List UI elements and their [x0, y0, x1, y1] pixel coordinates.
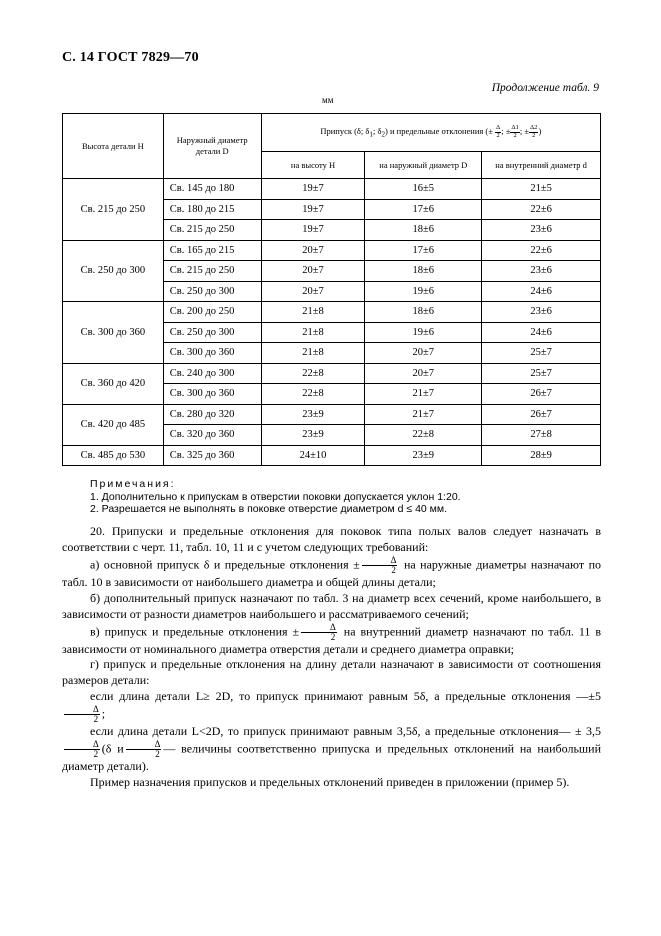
- table-row: [63, 302, 601, 323]
- height-range-cell: Св. 215 до 250: [63, 179, 164, 241]
- header-outer-diameter: [163, 114, 261, 179]
- allowance-height-cell: 20±7: [261, 240, 365, 261]
- header-outer-diameter-line2: детали D: [195, 146, 229, 156]
- item-g: г) припуск и предельные отклонения на длину детали назначают в зависимости от соотношения размеров детали:: [62, 657, 601, 688]
- subheader-height: на высоту H: [261, 152, 365, 179]
- allowance-inner-cell: 24±6: [482, 281, 601, 302]
- allowance-outer-cell: 20±7: [365, 363, 482, 384]
- allowance-outer-cell: 21±7: [365, 404, 482, 425]
- fraction-delta: $\frac{\Delta}{2}$: [496, 124, 501, 139]
- allowance-outer-cell: 19±6: [365, 281, 482, 302]
- allowance-height-cell: 19±7: [261, 179, 365, 200]
- notes-title: Примечания:: [90, 478, 176, 490]
- allowance-inner-cell: 21±5: [482, 179, 601, 200]
- notes: [90, 478, 461, 516]
- allowance-outer-cell: 16±5: [365, 179, 482, 200]
- header-allowance: Припуск (δ; $\delta_1$; $\delta_2$) и предельные отклонения (± $\frac{\Delta}{2}$ ; ± $\frac{\Delta 1}{2}$ ; ± $\frac{\Delta 2}{2}$ ): [261, 114, 600, 152]
- subheader-outer: на наружный диаметр D: [365, 152, 482, 179]
- allowance-inner-cell: 23±6: [482, 261, 601, 282]
- height-range-cell: Св. 300 до 360: [63, 302, 164, 364]
- allowance-outer-cell: 18±6: [365, 220, 482, 241]
- diameter-cell: Св. 145 до 180: [163, 179, 261, 200]
- allowance-inner-cell: 23±6: [482, 302, 601, 323]
- table-row: [63, 363, 601, 384]
- allowance-height-cell: 19±7: [261, 220, 365, 241]
- allowance-outer-cell: 23±9: [365, 445, 482, 466]
- diameter-cell: Св. 325 до 360: [163, 445, 261, 466]
- allowance-outer-cell: 20±7: [365, 343, 482, 364]
- item-b: б) дополнительный припуск назначают по табл. 3 на диаметр всех сечений, кроме наибольшего, в зависимости от разности диаметров наибольшего и рассматриваемого сечений;: [62, 590, 601, 621]
- units-label: мм: [322, 95, 334, 105]
- fraction-delta-half: $\frac{\Delta}{2}$: [301, 623, 337, 642]
- allowance-outer-cell: 17±6: [365, 199, 482, 220]
- fraction-delta-1: $\frac{\Delta 1}{2}$: [511, 124, 519, 139]
- body-text: [62, 524, 601, 791]
- allowance-table: [62, 113, 601, 466]
- allowance-height-cell: 24±10: [261, 445, 365, 466]
- diameter-cell: Св. 215 до 250: [163, 261, 261, 282]
- fraction-delta-2: $\frac{\Delta 2}{2}$: [530, 124, 538, 139]
- height-range-cell: Св. 360 до 420: [63, 363, 164, 404]
- header-allowance-mid: ; δ: [372, 126, 382, 137]
- item-a: а) основной припуск δ и предельные отклонения ± $\frac{\Delta}{2}$ на наружные диаметры назначают по табл. 10 в зависимости от наибольшего диаметра и общей длины детали;: [62, 554, 601, 589]
- fraction-delta-half: $\frac{\Delta}{2}$: [362, 556, 398, 575]
- allowance-outer-cell: 22±8: [365, 425, 482, 446]
- diameter-cell: Св. 250 до 300: [163, 322, 261, 343]
- diameter-cell: Св. 200 до 250: [163, 302, 261, 323]
- allowance-height-cell: 20±7: [261, 261, 365, 282]
- allowance-inner-cell: 26±7: [482, 384, 601, 405]
- allowance-height-cell: 21±8: [261, 322, 365, 343]
- note-1: 1. Дополнительно к припускам в отверстии поковки допускается уклон 1:20.: [90, 490, 461, 503]
- header-outer-diameter-line1: Наружный диаметр: [176, 135, 248, 146]
- table-row: [63, 240, 601, 261]
- table-row: [63, 404, 601, 425]
- table-row: [63, 179, 601, 200]
- height-range-cell: Св. 420 до 485: [63, 404, 164, 445]
- allowance-height-cell: 20±7: [261, 281, 365, 302]
- height-range-cell: Св. 250 до 300: [63, 240, 164, 302]
- diameter-cell: Св. 250 до 300: [163, 281, 261, 302]
- fraction-delta-half: $\frac{\Delta}{2}$: [126, 740, 162, 759]
- header-height: Высота детали H: [63, 114, 164, 179]
- allowance-inner-cell: 22±6: [482, 199, 601, 220]
- allowance-outer-cell: 18±6: [365, 261, 482, 282]
- note-2: 2. Разрешается не выполнять в поковке отверстие диаметром d ≤ 40 мм.: [90, 503, 448, 515]
- length-rule-2: если длина детали L<2D, то припуск принимают равным 3,5δ, а предельные отклонения— ± 3,5 $\frac{\Delta}{2}$ (δ и $\frac{\Delta}{2}$ — величины соответственно припуска и предельных отклонений на наибольший диаметр детали).: [62, 724, 601, 774]
- table-body: [63, 179, 601, 466]
- allowance-inner-cell: 23±6: [482, 220, 601, 241]
- allowance-height-cell: 22±8: [261, 363, 365, 384]
- fraction-delta-half: $\frac{\Delta}{2}$: [64, 740, 100, 759]
- length-rule-1: если длина детали L≥ 2D, то припуск принимают равным 5δ, а предельные отклонения —±5 $\frac{\Delta}{2}$ ;: [62, 689, 601, 724]
- allowance-height-cell: 21±8: [261, 302, 365, 323]
- table-continuation-label: Продолжение табл. 9: [491, 82, 599, 94]
- header-allowance-text: Припуск (δ; δ: [320, 126, 370, 137]
- diameter-cell: Св. 320 до 360: [163, 425, 261, 446]
- allowance-inner-cell: 25±7: [482, 343, 601, 364]
- diameter-cell: Св. 280 до 320: [163, 404, 261, 425]
- header-sub-1: 1: [369, 130, 373, 139]
- table-row: [63, 445, 601, 466]
- allowance-inner-cell: 24±6: [482, 322, 601, 343]
- allowance-height-cell: 21±8: [261, 343, 365, 364]
- header-sub-2: 2: [381, 130, 386, 139]
- header-allowance-post: ) и предельные отклонения (±: [385, 126, 493, 137]
- allowance-inner-cell: 28±9: [482, 445, 601, 466]
- subheader-inner: на внутренний диаметр d: [482, 152, 601, 179]
- page-header: С. 14 ГОСТ 7829—70: [62, 50, 199, 65]
- height-range-cell: Св. 485 до 530: [63, 445, 164, 466]
- allowance-height-cell: 23±9: [261, 425, 365, 446]
- allowance-height-cell: 19±7: [261, 199, 365, 220]
- allowance-inner-cell: 26±7: [482, 404, 601, 425]
- allowance-height-cell: 22±8: [261, 384, 365, 405]
- allowance-inner-cell: 22±6: [482, 240, 601, 261]
- paragraph-20: 20. Припуски и предельные отклонения для поковок типа полых валов следует назначать в соответствии с черт. 11, табл. 10, 11 и с учетом следующих требований:: [62, 524, 601, 554]
- allowance-outer-cell: 17±6: [365, 240, 482, 261]
- item-v: в) припуск и предельные отклонения ± $\frac{\Delta}{2}$ на внутренний диаметр назначают по табл. 11 в зависимости от номинального диаметра отверстия детали и среднего диаметра оправки;: [62, 621, 602, 656]
- allowance-outer-cell: 18±6: [365, 302, 482, 323]
- allowance-inner-cell: 27±8: [482, 425, 601, 446]
- diameter-cell: Св. 165 до 215: [163, 240, 261, 261]
- fraction-delta-half: $\frac{\Delta}{2}$: [64, 705, 100, 724]
- allowance-outer-cell: 21±7: [365, 384, 482, 405]
- example-reference: Пример назначения припусков и предельных отклонений приведен в приложении (пример 5).: [90, 774, 570, 789]
- allowance-height-cell: 23±9: [261, 404, 365, 425]
- diameter-cell: Св. 180 до 215: [163, 199, 261, 220]
- diameter-cell: Св. 300 до 360: [163, 343, 261, 364]
- diameter-cell: Св. 215 до 250: [163, 220, 261, 241]
- allowance-inner-cell: 25±7: [482, 363, 601, 384]
- allowance-outer-cell: 19±6: [365, 322, 482, 343]
- diameter-cell: Св. 240 до 300: [163, 363, 261, 384]
- diameter-cell: Св. 300 до 360: [163, 384, 261, 405]
